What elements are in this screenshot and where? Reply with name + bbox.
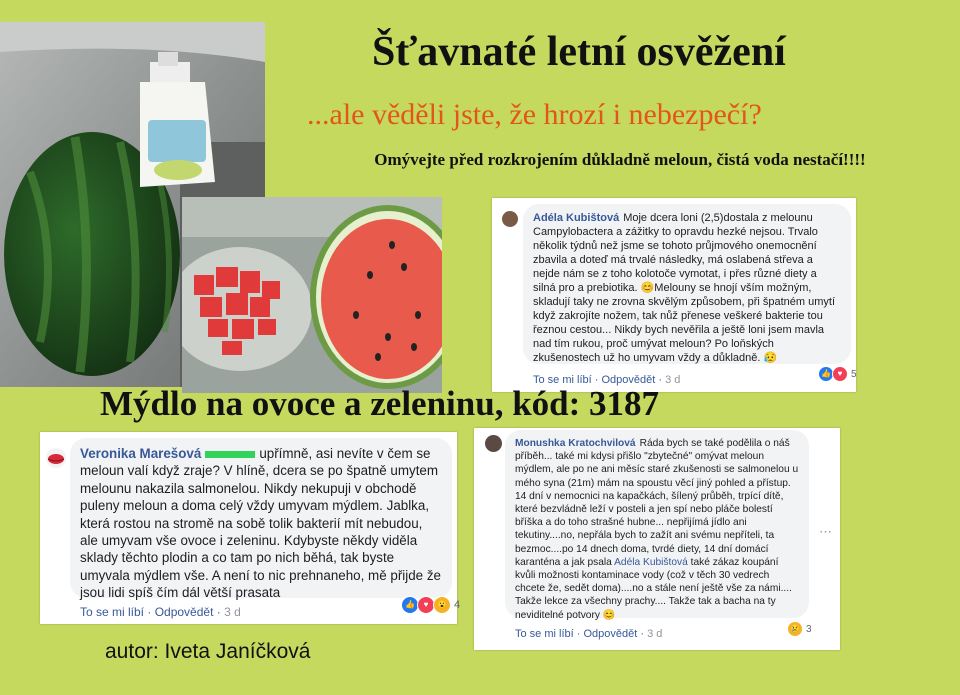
comment-author[interactable]: Adéla Kubištová [533, 212, 620, 224]
comment-bubble [523, 204, 851, 364]
warning-text: Omývejte před rozkrojením důkladně meloun, čistá voda nestačí!!!! [374, 150, 866, 169]
reaction-number: 5 [851, 368, 857, 380]
cut-watermelon-photo [182, 197, 442, 393]
wow-reaction-icon: 😮 [433, 596, 451, 614]
comment-text: Moje dcera loni (2,5)dostala z melounu Campylobactera a zážitky to opravdu hezké nejsou. Trvalo několik týdnů než jsme se tohoto průjmového onemocnění zbavila a doteď má trvalé následky, má oslabená střeva a nejde nám se z toho kolotoče vymotat, i přes různé diety a silná pro a prebiotika. 😊Melouny se hnojí vším možným, skladují taky ne zrovna skvělým způsobem, při špatném umytí když zakrojíte nožem, tak nůž přenese veškeré bakterie tou řeznou cestou... Nikdy bych nevěřila a ještě loni jsem mavla nad tím rukou, proč umývat meloun? Po loňských zkušenostech už ho umyvam vždy a důkladně. 😥 [533, 212, 836, 364]
comment-time[interactable]: 3 d [647, 628, 663, 640]
avatar[interactable] [485, 435, 502, 452]
reaction-count[interactable] [787, 621, 812, 637]
comment-time[interactable]: 3 d [665, 374, 681, 386]
comment-card-monushka [474, 428, 840, 650]
sad-reaction-icon: 😢 [787, 621, 803, 637]
comment-text: upřímně, asi nevíte v čem se meloun valí když zraje? V hlíně, dcera se po špatně umytem melounu nakazila salmonelou. Nikdy nekupuji v obchodě puleny meloun a doma celý vždy umyvam mýdlem. Jablka, která rostou na stromě na sobě tolik bakterií mít nebudou, ale umyvam vše ovoce i zeleninu. Kdybyste někdy viděla sklady těchto plodin a co tam po nich běhá, tak byste umyvala mýdlem vše. A není to nic prehnaneho, mě přijde že jsou lidi spíš čím dál větší prasata [80, 446, 441, 601]
reply-link[interactable]: Odpovědět [154, 605, 214, 619]
mention-link[interactable]: Adéla Kubištová [614, 556, 688, 568]
avatar[interactable] [502, 211, 518, 227]
comment-card-adela [492, 198, 856, 392]
reaction-number: 3 [806, 623, 812, 635]
like-link[interactable]: To se mi líbí [533, 374, 592, 386]
love-reaction-icon: ♥ [832, 366, 848, 382]
comment-text-part1: Ráda bych se také podělila o náš příběh... také mi kdysi přišlo "zbytečné" omývat meloun mýdlem, ale po ne ani měsíc staré zkušenosti se salmonelou u mého syna (21m) mám na spoustu věcí jiný pohled a přístup. 14 dní v nemocnici na kapačkách, šílený průběh, trpící dítě, které bezvládně leží v posteli a jen spí nebo pláče bolestí bříška a do toho strašné hubne... nepřijímá jídlo ani tekutiny....no, nepřála bych to zažít ani svému nepříteli, ta bezmoc....po 14 dnech doma, tvrdé diety, 14 dní domácí karanténa a jak psala [515, 438, 799, 568]
reply-link[interactable]: Odpovědět [601, 374, 656, 386]
reaction-count[interactable] [818, 366, 857, 382]
comment-bubble [505, 430, 809, 621]
comment-actions: To se mi líbí · Odpovědět · 3 d [533, 374, 681, 386]
like-link[interactable]: To se mi líbí [515, 628, 574, 640]
more-options-icon[interactable]: ⋯ [819, 524, 832, 539]
comment-author[interactable]: Monushka Kratochvilová [515, 438, 636, 449]
comment-actions: To se mi líbí · Odpovědět · 3 d [515, 628, 663, 640]
redacted-mark [205, 451, 255, 458]
author-credit: autor: Iveta Janíčková [105, 640, 311, 663]
like-link[interactable]: To se mi líbí [80, 605, 145, 619]
comment-text-part2: také zákaz koupání kvůli možnosti kontaminace vody (což v těch 30 vedrech chcete že, sedět doma)....no a stále není ještě vše za námi.... Takže lekce za všechny prachy.... Takže tak a bacha na ty neviditelné potvory 😊 [515, 556, 792, 621]
comment-time[interactable]: 3 d [224, 605, 241, 619]
comment-card-veronika [40, 432, 461, 624]
like-reaction-icon: 👍 [401, 596, 419, 614]
love-reaction-icon: ♥ [417, 596, 435, 614]
reaction-count[interactable] [401, 596, 460, 614]
comment-actions: To se mi líbí · Odpovědět · 3 d [80, 605, 241, 619]
product-code-text: Mýdlo na ovoce a zeleninu, kód: 3187 [100, 384, 660, 423]
avatar[interactable] [46, 448, 66, 468]
comment-author[interactable]: Veronika Marešová [80, 446, 202, 461]
comment-bubble [70, 438, 452, 601]
like-reaction-icon: 👍 [818, 366, 834, 382]
reply-link[interactable]: Odpovědět [583, 628, 638, 640]
page-subtitle: ...ale věděli jste, že hrozí i nebezpečí? [307, 98, 762, 131]
reaction-number: 4 [454, 599, 461, 611]
page-title: Šťavnaté letní osvěžení [372, 29, 786, 75]
